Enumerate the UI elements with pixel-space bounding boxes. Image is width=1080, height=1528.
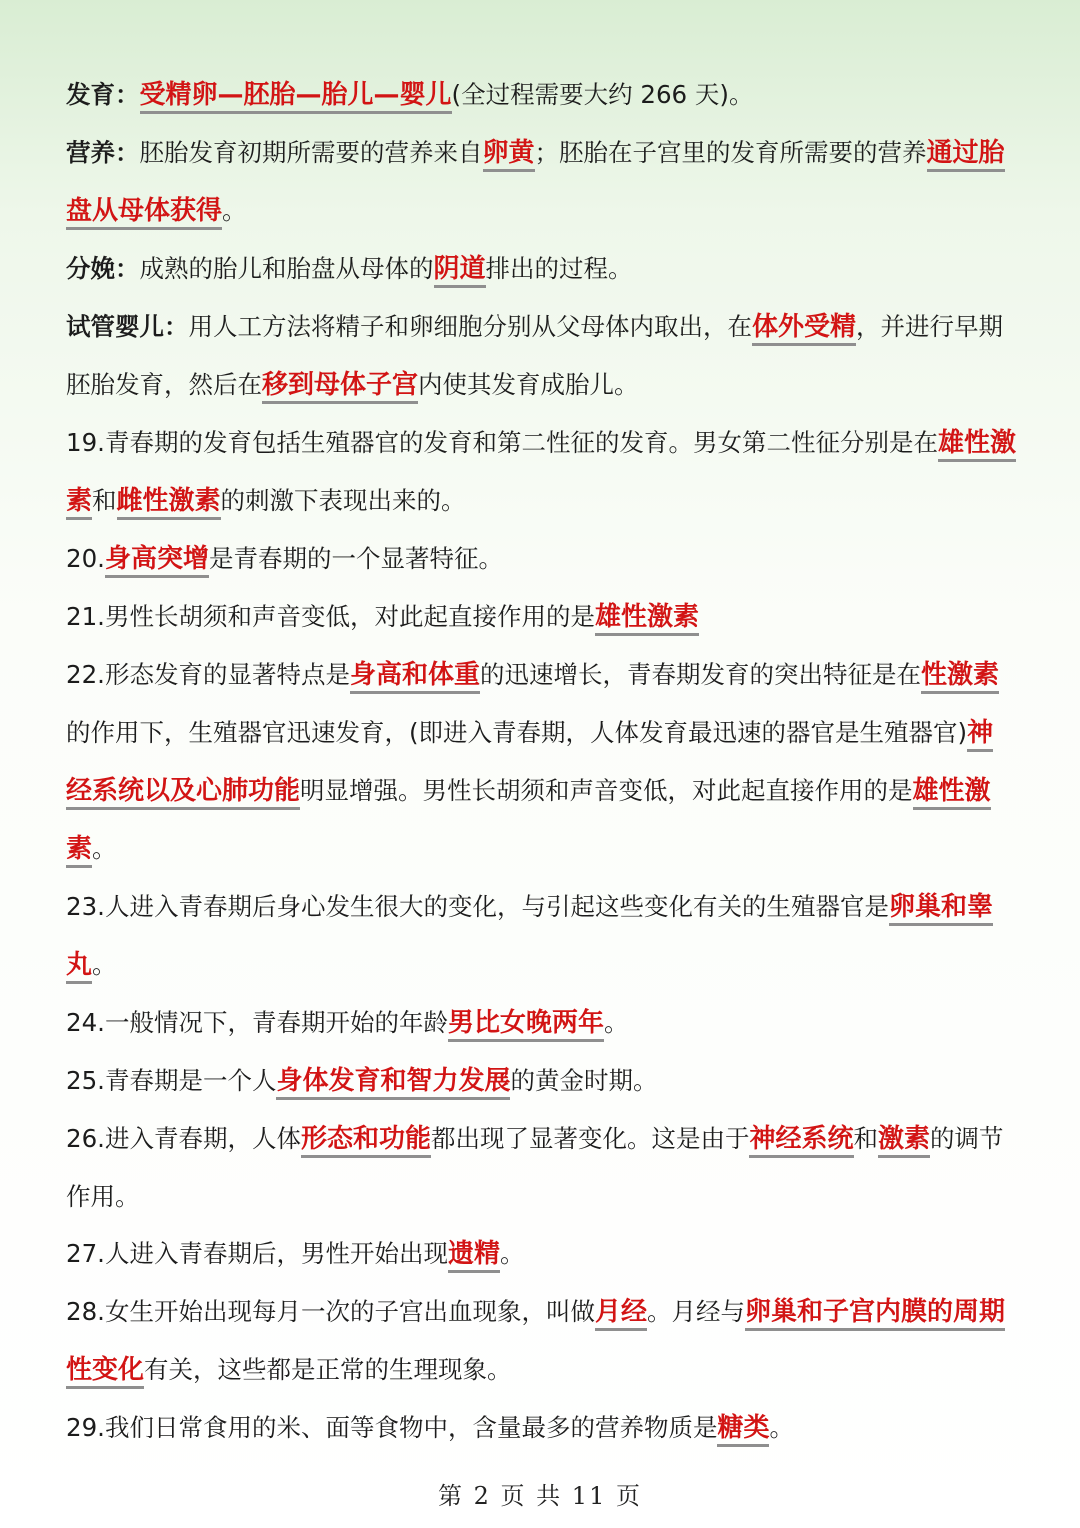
body-text: 都出现了显著变化。这是由于 bbox=[430, 1124, 750, 1153]
answer-text: 通过胎盘从母体获得 bbox=[66, 138, 1005, 230]
answer-text: 雄性激素 bbox=[66, 776, 991, 868]
term-label: 营养： bbox=[66, 138, 140, 167]
body-text: 的作用下，生殖器官迅速发育，(即进入青春期，人体发育最迅速的器官是生殖器官) bbox=[66, 718, 968, 747]
body-text: 的迅速增长，青春期发育的突出特征是在 bbox=[479, 660, 921, 689]
body-text: 排出的过程。 bbox=[485, 254, 633, 283]
answer-text: 神经系统以及心肺功能 bbox=[66, 718, 993, 810]
answer-text: 卵巢和睾丸 bbox=[66, 892, 993, 984]
answer-text: 受精卵—胚胎—胎儿—婴儿 bbox=[140, 80, 452, 114]
paragraph bbox=[66, 878, 1018, 994]
body-text: 有关，这些都是正常的生理现象。 bbox=[144, 1355, 512, 1384]
answer-text: 雄性激素 bbox=[66, 428, 1016, 520]
answer-text: 移到母体子宫 bbox=[262, 370, 418, 404]
answer-text: 激素 bbox=[878, 1124, 930, 1158]
term-label: 分娩： bbox=[66, 254, 140, 283]
body-text: 28.女生开始出现每月一次的子宫出血现象，叫做 bbox=[66, 1297, 595, 1326]
answer-text: 卵巢和子宫内膜的周期性变化 bbox=[66, 1297, 1005, 1389]
answer-text: 男比女晚两年 bbox=[448, 1008, 604, 1042]
body-text: 明显增强。男性长胡须和声音变低，对此起直接作用的是 bbox=[300, 776, 913, 805]
body-text: 25.青春期是一个人 bbox=[66, 1066, 277, 1095]
body-text: 19.青春期的发育包括生殖器官的发育和第二性征的发育。男女第二性征分别是在 bbox=[66, 428, 938, 457]
answer-text: 月经 bbox=[595, 1297, 647, 1331]
term-label: 试管婴儿： bbox=[66, 312, 189, 341]
answer-text: 神经系统 bbox=[749, 1124, 853, 1158]
paragraph bbox=[66, 530, 1018, 588]
body-text: 的调节作用。 bbox=[66, 1124, 1004, 1211]
paragraph bbox=[66, 994, 1018, 1052]
paragraph bbox=[66, 1225, 1018, 1283]
body-text: 和 bbox=[853, 1124, 878, 1153]
answer-text: 雌性激素 bbox=[117, 486, 221, 520]
answer-text: 形态和功能 bbox=[301, 1124, 431, 1158]
answer-text: 遗精 bbox=[448, 1239, 500, 1273]
paragraph bbox=[66, 646, 1018, 878]
body-text: ；胚胎在子宫里的发育所需要的营养 bbox=[534, 138, 927, 167]
body-text: ，并进行早期胚胎发育，然后在 bbox=[66, 312, 1004, 399]
paragraph bbox=[66, 66, 1018, 124]
body-text: 。 bbox=[222, 196, 247, 225]
body-text: 24.一般情况下，青春期开始的年龄 bbox=[66, 1008, 448, 1037]
page-body bbox=[66, 66, 1018, 1457]
term-label: 发育： bbox=[66, 80, 140, 109]
body-text: 和 bbox=[92, 486, 117, 515]
paragraph bbox=[66, 1052, 1018, 1110]
paragraph bbox=[66, 298, 1018, 414]
answer-text: 身高突增 bbox=[105, 544, 209, 578]
body-text: 29.我们日常食用的米、面等食物中，含量最多的营养物质是 bbox=[66, 1413, 718, 1442]
answer-text: 雄性激素 bbox=[595, 602, 699, 636]
answer-text: 糖类 bbox=[717, 1413, 769, 1447]
body-text: 的刺激下表现出来的。 bbox=[220, 486, 466, 515]
body-text: 用人工方法将精子和卵细胞分别从父母体内取出，在 bbox=[188, 312, 752, 341]
body-text: 。 bbox=[769, 1413, 794, 1442]
paragraph bbox=[66, 414, 1018, 530]
body-text: 胚胎发育初期所需要的营养来自 bbox=[139, 138, 483, 167]
body-text: 22.形态发育的显著特点是 bbox=[66, 660, 350, 689]
body-text: 23.人进入青春期后身心发生很大的变化，与引起这些变化有关的生殖器官是 bbox=[66, 892, 889, 921]
answer-text: 性激素 bbox=[921, 660, 999, 694]
paragraph bbox=[66, 1110, 1018, 1225]
body-text: (全过程需要大约 266 天)。 bbox=[451, 80, 754, 109]
body-text: 。月经与 bbox=[646, 1297, 745, 1326]
body-text: 。 bbox=[499, 1239, 525, 1268]
paragraph bbox=[66, 124, 1018, 240]
answer-text: 身体发育和智力发展 bbox=[276, 1066, 510, 1100]
body-text: 。 bbox=[603, 1008, 629, 1037]
body-text: 成熟的胎儿和胎盘从母体的 bbox=[139, 254, 434, 283]
body-text: 26.进入青春期，人体 bbox=[66, 1124, 301, 1153]
answer-text: 身高和体重 bbox=[350, 660, 480, 694]
answer-text: 体外受精 bbox=[752, 312, 856, 346]
body-text: 20. bbox=[66, 544, 105, 573]
answer-text: 卵黄 bbox=[483, 138, 535, 172]
body-text: 的黄金时期。 bbox=[510, 1066, 658, 1095]
paragraph bbox=[66, 1283, 1018, 1399]
body-text: 内使其发育成胎儿。 bbox=[418, 370, 639, 399]
body-text: 是青春期的一个显著特征。 bbox=[208, 544, 503, 573]
body-text: 27.人进入青春期后，男性开始出现 bbox=[66, 1239, 448, 1268]
page-footer: 第 2 页 共 11 页 bbox=[438, 1482, 642, 1510]
body-text: 。 bbox=[92, 950, 117, 979]
paragraph bbox=[66, 588, 1018, 646]
body-text: 21.男性长胡须和声音变低，对此起直接作用的是 bbox=[66, 602, 595, 631]
paragraph bbox=[66, 240, 1018, 298]
paragraph bbox=[66, 1399, 1018, 1457]
body-text: 。 bbox=[92, 834, 117, 863]
answer-text: 阴道 bbox=[434, 254, 486, 288]
